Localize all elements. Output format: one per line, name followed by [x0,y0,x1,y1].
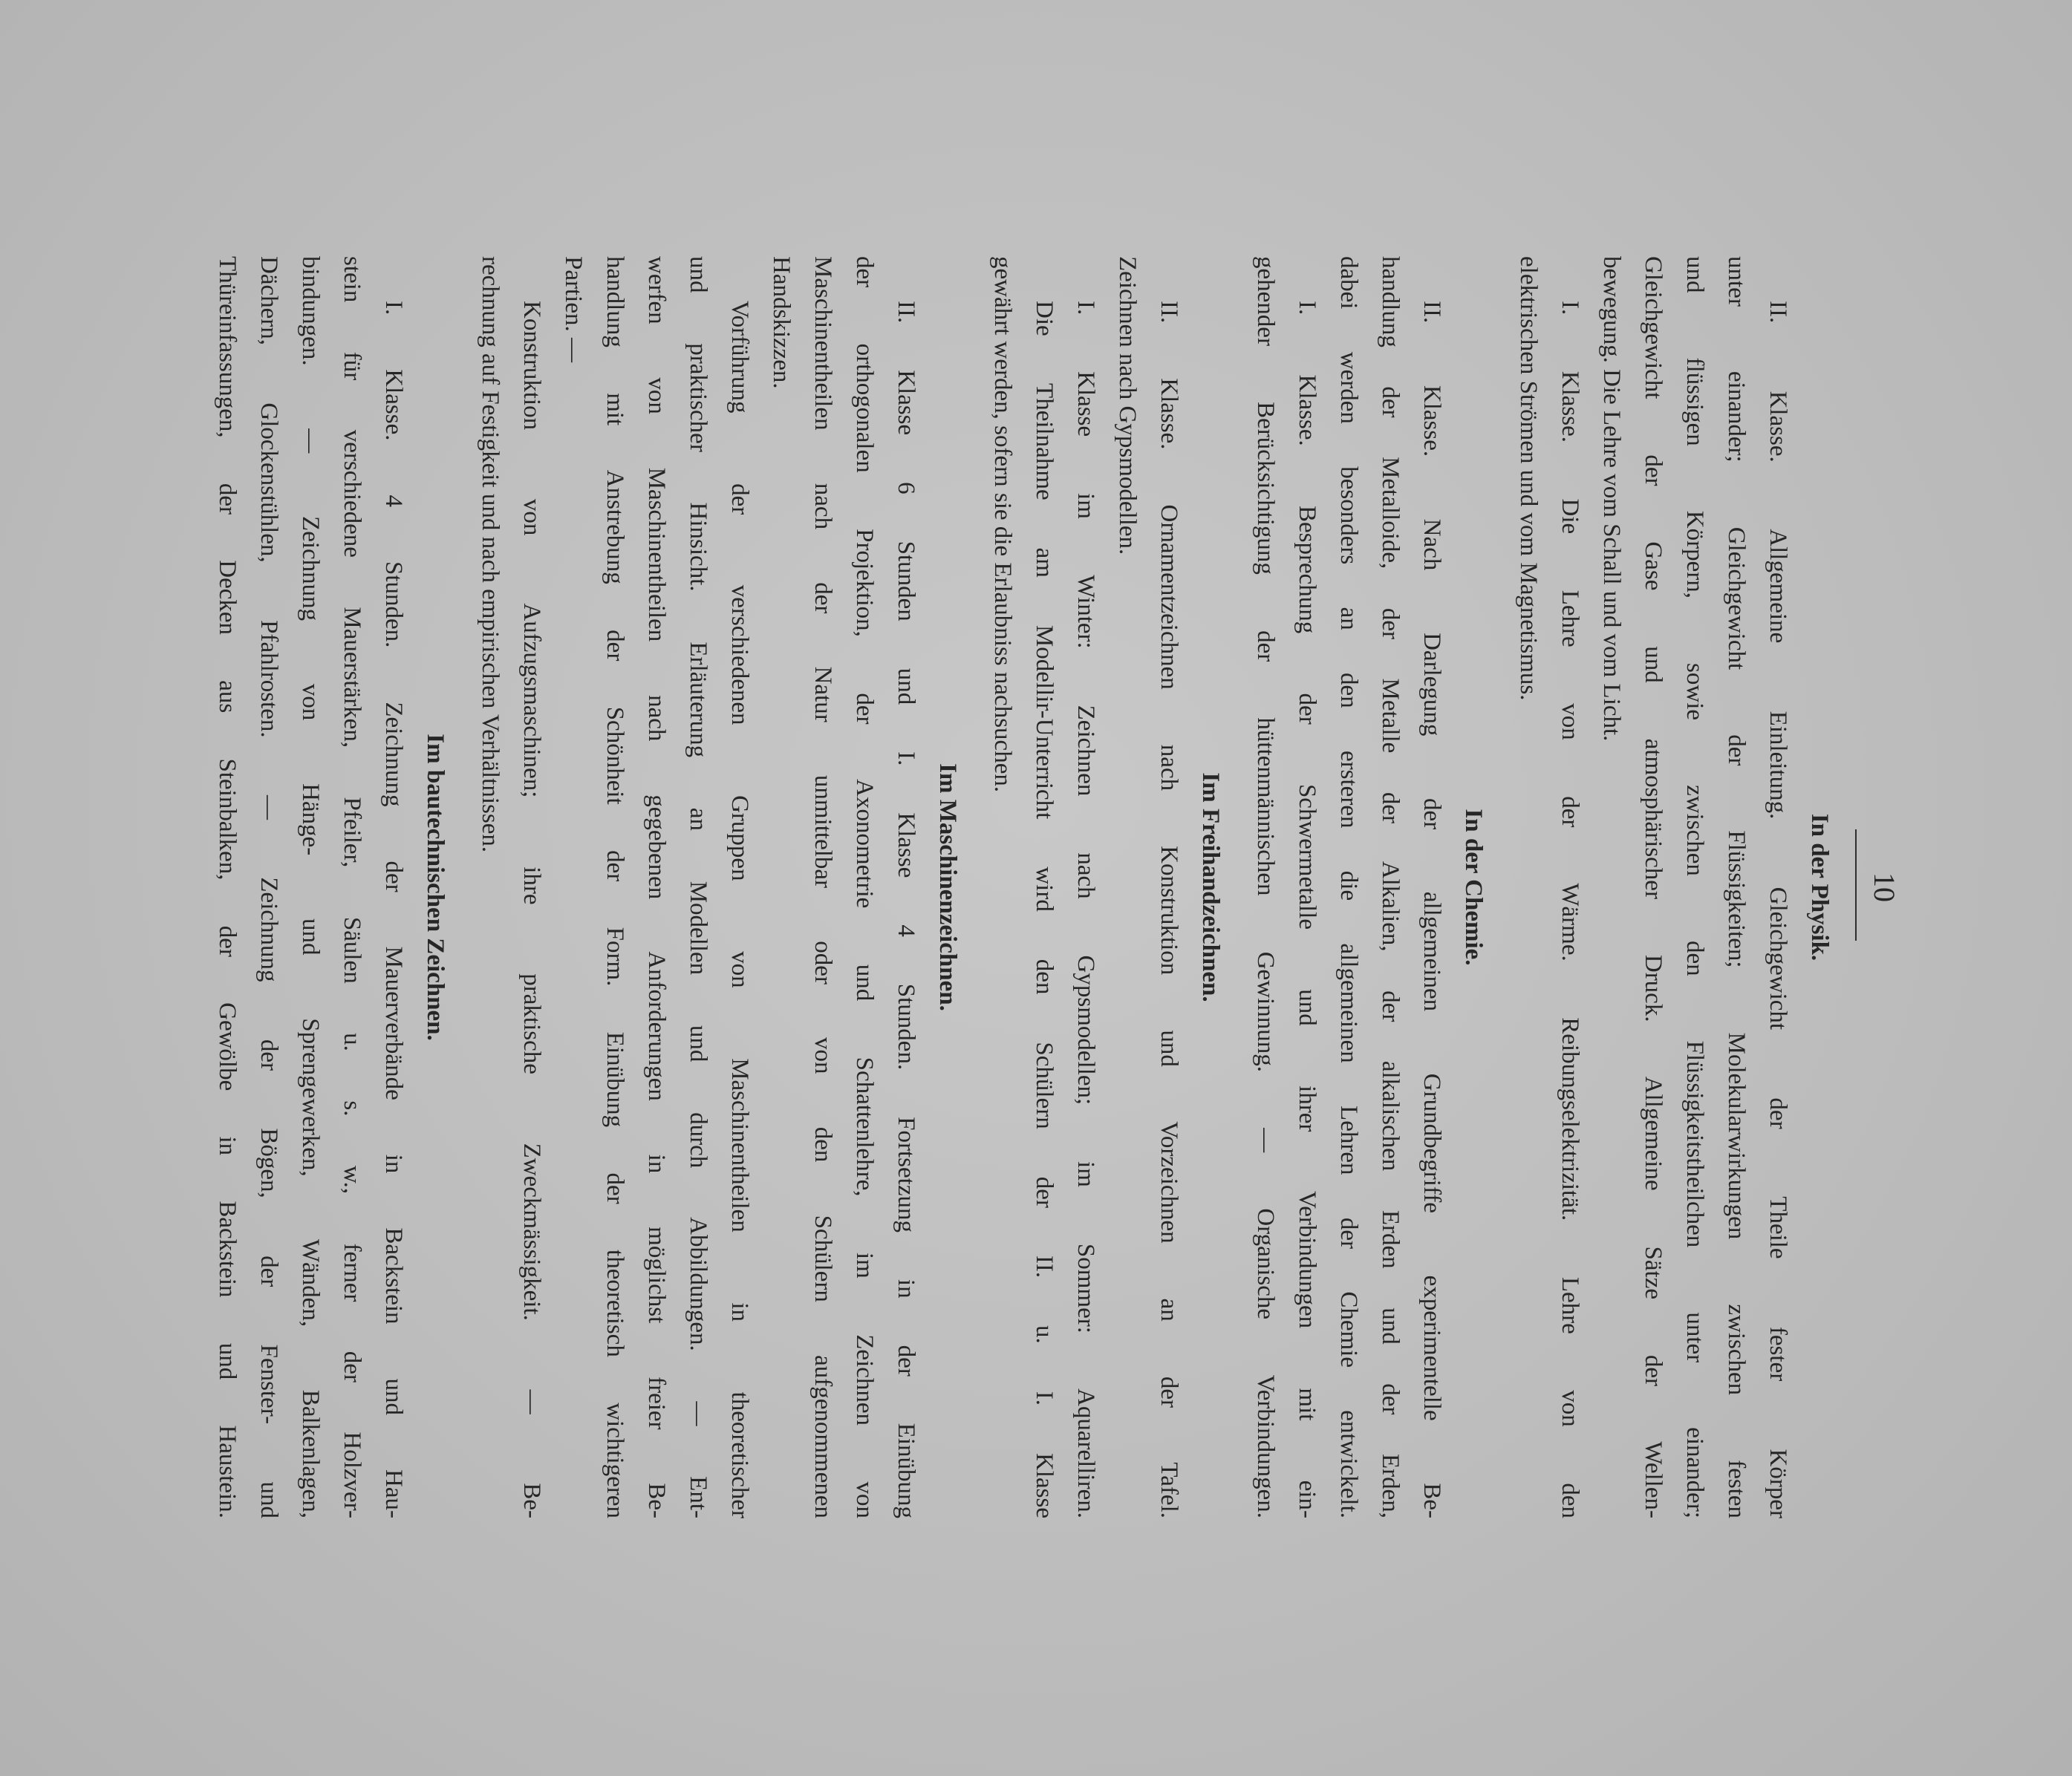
section-heading-bautechnisch: Im bautechnischen Zeichnen. [422,734,449,1041]
page-number-rule [1855,829,1857,941]
text-line: II. Klasse 6 Stunden und I. Klasse 4 Stunden. Fortsetzung in der Einübung [893,301,919,1518]
text-line: dabei werden besonders an den ersteren die allgemeinen Lehren der Chemie entwickelt. [1335,256,1362,1518]
text-line: elektrischen Strömen und vom Magnetismus. [1515,256,1542,701]
rotated-document-page [214,256,1901,1518]
text-line: I. Klasse. 4 Stunden. Zeichnung der Mauerverbände in Backstein und Hau- [380,301,407,1518]
text-line: I. Klasse im Winter: Zeichnen nach Gypsmodellen; im Sommer: Aquarelliren. [1072,301,1099,1518]
text-line: Die Theilnahme am Modellir-Unterricht wird den Schülern der II. u. I. Klasse [1031,301,1058,1518]
text-line: I. Klasse. Die Lehre von der Wärme. Reibungselektrizität. Lehre von den [1557,301,1583,1518]
text-line: Vorführung der verschiedenen Gruppen von Maschinentheilen in theoretischer [726,301,753,1518]
section-heading-maschinen: Im Maschinenzeichnen. [934,763,961,1011]
page-number: 10 [1868,872,1901,902]
text-line: gewährt werden, sofern sie die Erlaubniss nachsuchen. [989,256,1016,793]
section-gap [1231,256,1245,1518]
text-line: stein für verschiedene Mauerstärken, Pfeiler, Säulen u. s. w., ferner der Holzver- [339,256,365,1518]
text-line: Partien. — [560,256,587,362]
text-line: handlung der Metalloide, der Metalle der Alkalien, der alkalischen Erden und der Erden, [1377,256,1404,1518]
text-line: der orthogonalen Projektion, der Axonometrie und Schattenlehre, im Zeichnen von [851,256,878,1518]
text-line: II. Klasse. Allgemeine Einleitung. Gleichgewicht der Theile fester Körper [1765,301,1791,1518]
section-heading-chemie: In der Chemie. [1460,809,1487,966]
text-line: und praktischer Hinsicht. Erläuterung an Modellen und durch Abbildungen. — Ent- [685,256,711,1518]
text-line: Thüreinfassungen, der Decken aus Steinbalken, der Gewölbe in Backstein und Haustein. [214,256,241,1518]
text-line: II. Klasse. Nach Darlegung der allgemeinen Grundbegriffe experimentelle Be- [1418,301,1445,1518]
section-gap [1494,256,1508,1518]
text-line: I. Klasse. Besprechung der Schwermetalle und ihrer Verbindungen mit ein- [1294,301,1320,1518]
text-line: Dächern, Glockenstühlen, Pfahlrosten. — Zeichnung der Bögen, der Fenster- und [255,256,282,1518]
text-line: werfen von Maschinentheilen nach gegebenen Anforderungen in möglichst freier Be- [643,256,670,1518]
text-line: unter einander; Gleichgewicht der Flüssigkeiten; Molekularwirkungen zwischen festen [1723,256,1750,1518]
text-line: Konstruktion von Aufzugsmaschinen; ihre praktische Zweckmässigkeit. — Be- [518,301,545,1518]
text-line: bindungen. — Zeichnung von Hänge- und Sprengewerken, Wänden, Balkenlagen, [297,256,324,1518]
text-line: Zeichnen nach Gypsmodellen. [1114,256,1141,555]
text-line: und flüssigen Körpern, sowie zwischen den Flüssigkeitstheilchen unter einander; [1681,256,1708,1518]
text-line: gehender Berücksichtigung der hüttenmännischen Gewinnung. — Organische Verbindungen. [1252,256,1279,1518]
section-heading-freihand: Im Freihandzeichnen. [1197,772,1224,1002]
section-gap [456,256,469,1518]
text-line: Gleichgewicht der Gase und atmosphärischer Druck. Allgemeine Sätze der Wellen- [1640,256,1667,1518]
text-line: Handskizzen. [768,256,795,389]
text-line: Maschinentheilen nach der Natur unmittelbar oder von den Schülern aufgenommenen [809,256,836,1518]
text-line: rechnung auf Festigkeit und nach empirischen Verhältnissen. [477,256,504,853]
text-line: handlung mit Anstrebung der Schönheit der Form. Einübung der theoretisch wichtigeren [602,256,628,1518]
text-line: bewegung. Die Lehre vom Schall und vom Licht. [1598,256,1625,742]
section-heading-physik: In der Physik. [1806,813,1833,962]
section-gap [968,256,982,1518]
document-body [206,256,1840,1518]
text-line: II. Klasse. Ornamentzeichnen nach Konstruktion und Vorzeichnen an der Tafel. [1156,301,1182,1518]
